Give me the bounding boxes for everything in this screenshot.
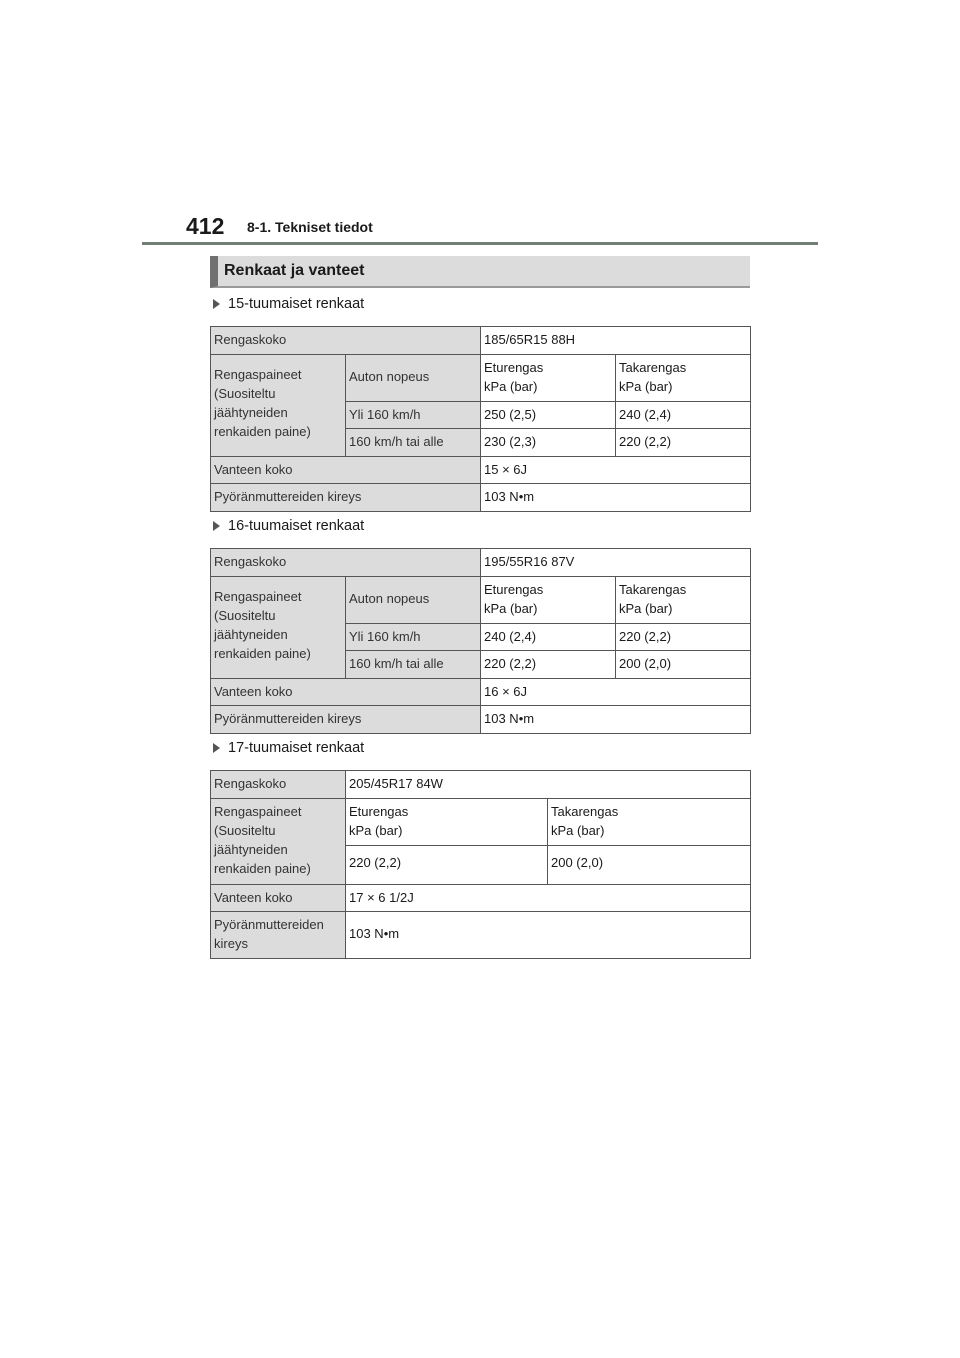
table-row	[211, 679, 751, 706]
table-row	[211, 577, 751, 624]
torque-value: 103 N•m	[481, 484, 751, 512]
speed-cell: 160 km/h tai alle	[346, 651, 481, 679]
pressure-label-line: Rengaspaineet	[214, 367, 302, 382]
pressure-label-line: renkaiden paine)	[214, 861, 311, 876]
tire-size-label: Rengaskoko	[211, 549, 481, 577]
rear-header-line: Takarengas	[619, 360, 687, 375]
table-row	[211, 327, 751, 355]
rear-pressure-cell: 220 (2,2)	[616, 624, 751, 651]
torque-label	[211, 912, 346, 959]
arrow-right-icon	[213, 743, 220, 753]
arrow-right-icon	[213, 299, 220, 309]
table-row	[211, 457, 751, 484]
section-title: Renkaat ja vanteet	[210, 256, 750, 288]
speed-cell: 160 km/h tai alle	[346, 429, 481, 457]
speed-header: Auton nopeus	[346, 577, 481, 624]
table-row	[211, 799, 751, 846]
table-row	[211, 355, 751, 402]
torque-value: 103 N•m	[481, 706, 751, 734]
torque-value: 103 N•m	[346, 912, 751, 959]
rear-pressure-cell: 240 (2,4)	[616, 402, 751, 429]
tire-spec-table-15	[210, 326, 751, 512]
front-header-line: kPa (bar)	[484, 379, 538, 394]
rear-pressure-cell: 220 (2,2)	[616, 429, 751, 457]
wheel-size-label: Vanteen koko	[211, 885, 346, 912]
subheading-17-inch	[213, 740, 364, 756]
rear-header-line: kPa (bar)	[619, 379, 673, 394]
pressure-label-line: Rengaspaineet	[214, 589, 302, 604]
subheading-text: 15-tuumaiset renkaat	[228, 296, 365, 312]
page-number: 412	[186, 213, 225, 239]
front-header-line: Eturengas	[484, 582, 544, 597]
rear-header	[548, 799, 751, 846]
tire-spec-table-17	[210, 770, 751, 959]
wheel-size-value: 17 × 6 1/2J	[346, 885, 751, 912]
tire-size-value: 195/55R16 87V	[481, 549, 751, 577]
front-pressure-cell: 240 (2,4)	[481, 624, 616, 651]
rear-header-line: kPa (bar)	[619, 601, 673, 616]
wheel-size-value: 15 × 6J	[481, 457, 751, 484]
subheading-text: 16-tuumaiset renkaat	[228, 518, 365, 534]
chapter-section-label: 8-1. Tekniset tiedot	[247, 219, 373, 235]
rear-pressure-cell: 200 (2,0)	[548, 846, 751, 885]
table-row	[211, 484, 751, 512]
front-header	[481, 577, 616, 624]
pressure-label-line: (Suositeltu	[214, 386, 276, 401]
tire-size-value: 205/45R17 84W	[346, 771, 751, 799]
wheel-size-label: Vanteen koko	[211, 457, 481, 484]
front-pressure-cell: 230 (2,3)	[481, 429, 616, 457]
front-header	[481, 355, 616, 402]
pressure-label-line: jäähtyneiden	[214, 842, 288, 857]
tire-size-label: Rengaskoko	[211, 771, 346, 799]
torque-label-line: kireys	[214, 936, 248, 951]
torque-label-line: Pyöränmuttereiden	[214, 917, 324, 932]
table-row	[211, 549, 751, 577]
speed-cell: Yli 160 km/h	[346, 624, 481, 651]
front-header	[346, 799, 548, 846]
table-row	[211, 706, 751, 734]
pressure-label-line: renkaiden paine)	[214, 424, 311, 439]
pressure-label	[211, 355, 346, 457]
front-header-line: Eturengas	[349, 804, 409, 819]
pressure-label-line: Rengaspaineet	[214, 804, 302, 819]
pressure-label	[211, 799, 346, 885]
wheel-size-label: Vanteen koko	[211, 679, 481, 706]
front-pressure-cell: 220 (2,2)	[346, 846, 548, 885]
pressure-label-line: (Suositeltu	[214, 608, 276, 623]
rear-header	[616, 355, 751, 402]
subheading-16-inch	[213, 518, 364, 534]
arrow-right-icon	[213, 521, 220, 531]
table-row	[211, 771, 751, 799]
rear-header-line: kPa (bar)	[551, 823, 605, 838]
subheading-text: 17-tuumaiset renkaat	[228, 740, 365, 756]
front-header-line: kPa (bar)	[484, 601, 538, 616]
pressure-label	[211, 577, 346, 679]
tire-spec-table-16	[210, 548, 751, 734]
front-header-line: kPa (bar)	[349, 823, 403, 838]
speed-cell: Yli 160 km/h	[346, 402, 481, 429]
rear-pressure-cell: 200 (2,0)	[616, 651, 751, 679]
header-divider	[142, 242, 818, 245]
pressure-label-line: jäähtyneiden	[214, 627, 288, 642]
rear-header	[616, 577, 751, 624]
pressure-label-line: renkaiden paine)	[214, 646, 311, 661]
torque-label: Pyöränmuttereiden kireys	[211, 706, 481, 734]
front-header-line: Eturengas	[484, 360, 544, 375]
torque-label: Pyöränmuttereiden kireys	[211, 484, 481, 512]
table-row	[211, 912, 751, 959]
subheading-15-inch	[213, 296, 364, 312]
table-row	[211, 885, 751, 912]
rear-header-line: Takarengas	[619, 582, 687, 597]
rear-header-line: Takarengas	[551, 804, 619, 819]
speed-header: Auton nopeus	[346, 355, 481, 402]
front-pressure-cell: 250 (2,5)	[481, 402, 616, 429]
front-pressure-cell: 220 (2,2)	[481, 651, 616, 679]
tire-size-label: Rengaskoko	[211, 327, 481, 355]
tire-size-value: 185/65R15 88H	[481, 327, 751, 355]
wheel-size-value: 16 × 6J	[481, 679, 751, 706]
pressure-label-line: jäähtyneiden	[214, 405, 288, 420]
pressure-label-line: (Suositeltu	[214, 823, 276, 838]
